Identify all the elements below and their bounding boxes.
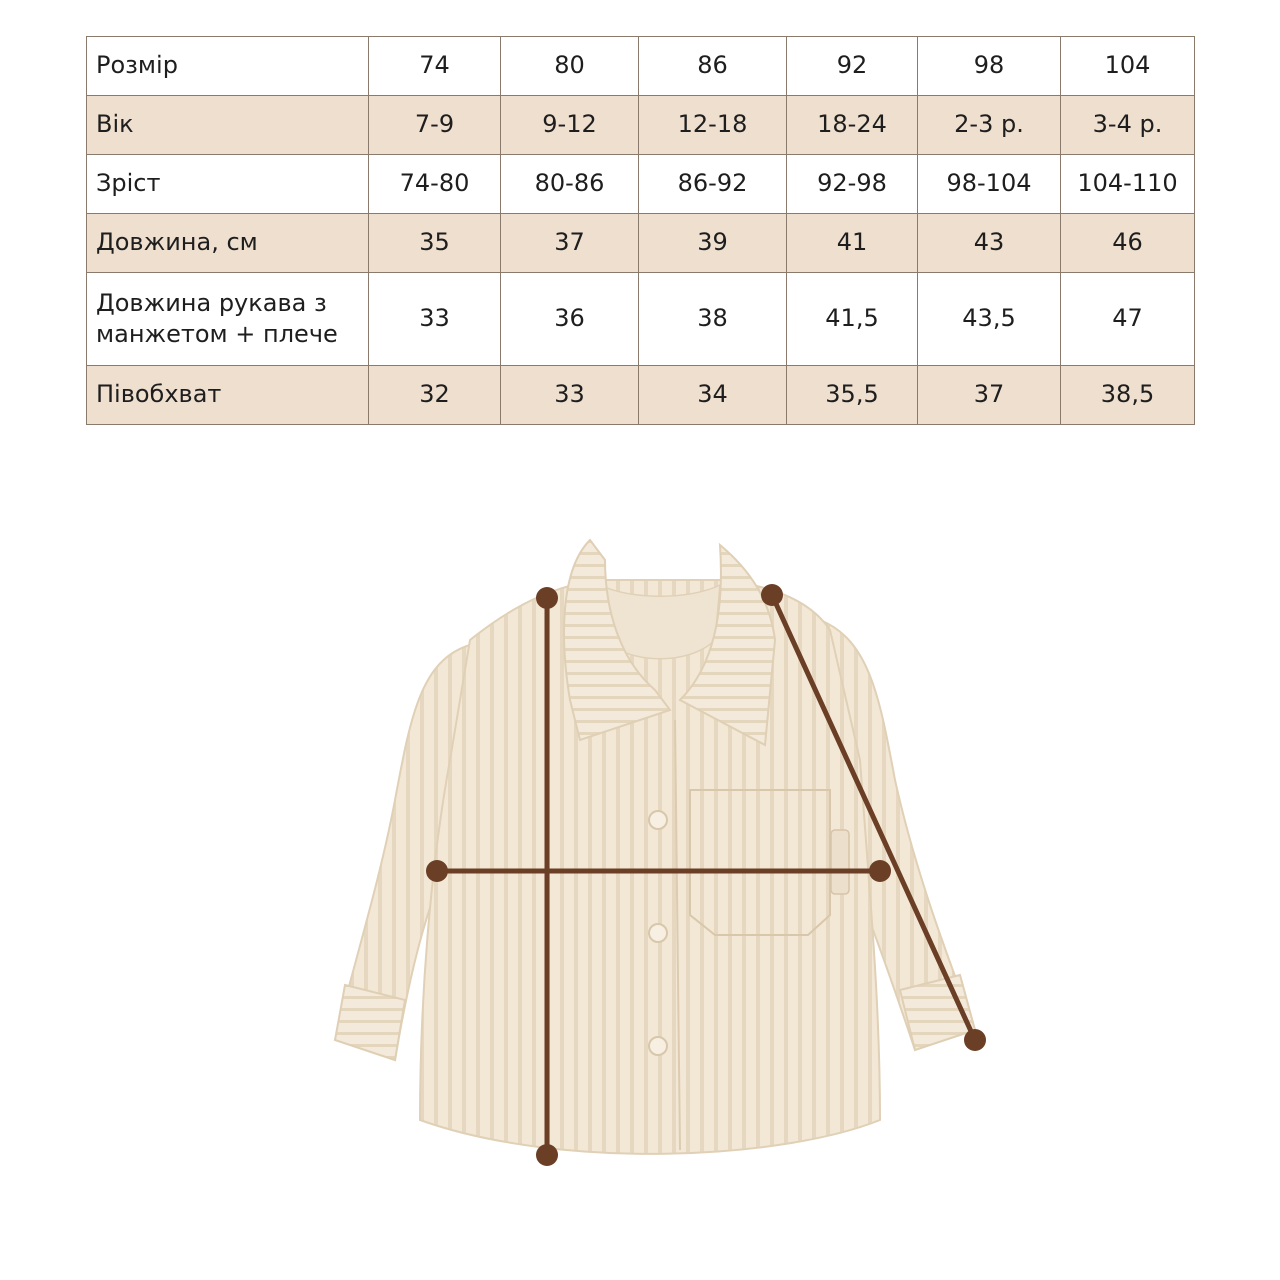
table-cell: 98 <box>918 37 1061 96</box>
table-cell: 38 <box>639 273 787 366</box>
row-label: Довжина, см <box>87 214 369 273</box>
table-cell: 46 <box>1061 214 1195 273</box>
row-label: Довжина рукава з манжетом + плече <box>87 273 369 366</box>
brand-tag <box>831 830 849 894</box>
table-cell: 3-4 р. <box>1061 96 1195 155</box>
table-cell: 41 <box>787 214 918 273</box>
table-cell: 43 <box>918 214 1061 273</box>
row-label: Півобхват <box>87 366 369 425</box>
table-cell: 74-80 <box>369 155 501 214</box>
size-table <box>86 36 1195 425</box>
table-cell: 35,5 <box>787 366 918 425</box>
table-cell: 37 <box>918 366 1061 425</box>
table-row-size <box>87 37 1195 96</box>
measure-dot <box>964 1029 986 1051</box>
table-cell: 35 <box>369 214 501 273</box>
table-cell: 39 <box>639 214 787 273</box>
snap-button <box>649 924 667 942</box>
table-cell: 86-92 <box>639 155 787 214</box>
measure-dot <box>536 1144 558 1166</box>
row-label: Вік <box>87 96 369 155</box>
measure-dot <box>869 860 891 882</box>
table-cell: 33 <box>501 366 639 425</box>
table-cell: 86 <box>639 37 787 96</box>
table-cell: 80 <box>501 37 639 96</box>
table-cell: 98-104 <box>918 155 1061 214</box>
snap-button <box>649 811 667 829</box>
row-label: Зріст <box>87 155 369 214</box>
table-cell: 2-3 р. <box>918 96 1061 155</box>
table-cell: 12-18 <box>639 96 787 155</box>
measure-dot <box>536 587 558 609</box>
table-cell: 104-110 <box>1061 155 1195 214</box>
table-cell: 92 <box>787 37 918 96</box>
table-cell: 36 <box>501 273 639 366</box>
table-cell: 33 <box>369 273 501 366</box>
table-cell: 43,5 <box>918 273 1061 366</box>
snap-button <box>649 1037 667 1055</box>
jacket-measurement-illustration <box>320 520 1000 1180</box>
table-cell: 38,5 <box>1061 366 1195 425</box>
table-cell: 32 <box>369 366 501 425</box>
table-cell: 80-86 <box>501 155 639 214</box>
table-cell: 7-9 <box>369 96 501 155</box>
table-cell: 18-24 <box>787 96 918 155</box>
table-cell: 47 <box>1061 273 1195 366</box>
measure-dot <box>761 584 783 606</box>
chest-pocket <box>690 790 830 935</box>
table-row-length <box>87 214 1195 273</box>
jacket-icon <box>335 540 975 1154</box>
table-cell: 9-12 <box>501 96 639 155</box>
table-row-age <box>87 96 1195 155</box>
measure-dot <box>426 860 448 882</box>
table-cell: 37 <box>501 214 639 273</box>
table-cell: 92-98 <box>787 155 918 214</box>
table-row-sleeve-length <box>87 273 1195 366</box>
table-cell: 74 <box>369 37 501 96</box>
table-cell: 104 <box>1061 37 1195 96</box>
table-row-height <box>87 155 1195 214</box>
table-row-half-girth <box>87 366 1195 425</box>
table-cell: 34 <box>639 366 787 425</box>
table-cell: 41,5 <box>787 273 918 366</box>
row-label: Розмір <box>87 37 369 96</box>
